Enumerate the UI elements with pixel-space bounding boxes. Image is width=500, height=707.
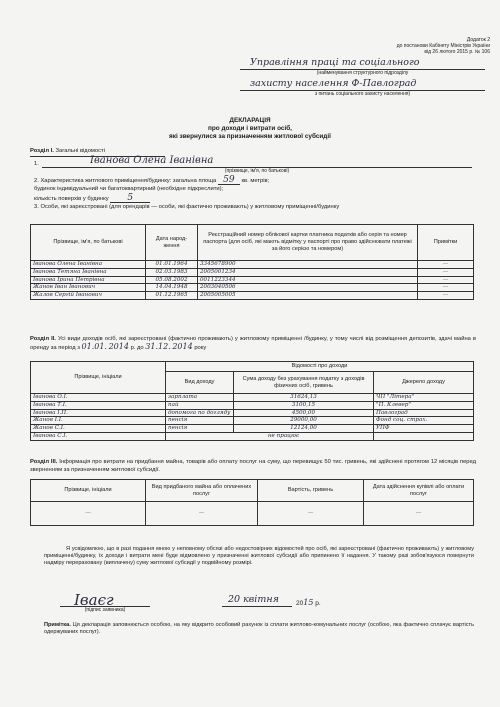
section-2-text: Усі види доходів осіб, які зареєстровані (фактично проживають) у житловому приміщенні /будинку, у тому числі від розміщення депозитів, здачі майна в оренду за період з bbox=[30, 336, 477, 351]
income-source bbox=[374, 432, 474, 440]
income-type: зарплата bbox=[166, 394, 234, 402]
income-source: ЧП "Літера" bbox=[374, 394, 474, 402]
resident-note: — bbox=[418, 268, 474, 276]
residents-header-code: Реєстраційний номер облікової картки платника податків або серія та номер паспорта (для осіб, які мають відмітку у паспорті про право здійснювати платежі за його серією та номером) bbox=[198, 225, 418, 261]
table-row bbox=[31, 394, 474, 402]
title-line-1: ДЕКЛАРАЦІЯ bbox=[229, 117, 271, 124]
income-table bbox=[30, 361, 474, 441]
residents-table-header bbox=[31, 225, 474, 261]
attachment-line-1: Додаток 2 bbox=[466, 37, 490, 43]
section-1-title: Загальні відомості bbox=[55, 148, 105, 154]
table-row bbox=[31, 292, 474, 300]
footnote-label: Примітка. bbox=[44, 622, 71, 628]
income-sum: 3100,15 bbox=[234, 401, 374, 409]
table-row bbox=[31, 417, 474, 425]
income-person: Іванова С.І. bbox=[31, 432, 166, 440]
resident-birthdate: 02.03.1983 bbox=[146, 268, 198, 276]
table-row bbox=[31, 261, 474, 269]
attachment-line-3: від 26 лютого 2015 р. № 106 bbox=[424, 49, 490, 55]
income-type: допомога по догляду bbox=[166, 409, 234, 417]
resident-code: 3345678900 bbox=[198, 261, 418, 269]
table-row bbox=[31, 409, 474, 417]
income-person: Іванова О.І. bbox=[31, 394, 166, 402]
house-type-text: будинок індивідуальний чи багатоквартирний (необхідне підкреслити); bbox=[34, 186, 224, 192]
period-to-year: 2014 bbox=[172, 342, 193, 351]
income-type: пенсія bbox=[166, 417, 234, 425]
income-source: Фонд соц. страх. bbox=[374, 417, 474, 425]
income-sum: 29000,00 bbox=[234, 417, 374, 425]
income-source: "П. Клевер" bbox=[374, 401, 474, 409]
resident-code: 2005005005 bbox=[198, 292, 418, 300]
expenses-header-cost: Вартість, гривень bbox=[258, 480, 364, 502]
signature-date: 20 квітня bbox=[228, 594, 279, 605]
floors-label: кількість поверхів у будинку bbox=[34, 196, 109, 202]
income-person: Жанов І.І. bbox=[31, 417, 166, 425]
table-row bbox=[31, 425, 474, 433]
income-header-type: Вид доходу bbox=[166, 372, 234, 394]
footnote-text: Ця декларація заповнюється особою, на яку відкрито особовий рахунок із сплати житлово-комунальних послуг (особою, яка фактично сплачує вартість одержуваних послуг). bbox=[44, 622, 474, 635]
department-handwritten-1: Управління праці та соціального bbox=[250, 57, 420, 68]
statement-paragraph: Я усвідомлюю, що в разі подання мною у неповному обсязі або недостовірних відомостей про осіб, які зареєстровані (фактично проживають) у житловому приміщенні/будинку, їх доходи і витрати мені буде відмовлено у призначенні житлової субсидії або припинено її надання. У такому разі зобов'язуюся повернути надміру перераховану (виплачену) суму житлової субсидії у подвійному розмірі. bbox=[44, 546, 474, 566]
department-caption-2: з питань соціального захисту населення) bbox=[314, 91, 411, 97]
title-line-3: які звернулися за призначенням житлової субсидії bbox=[169, 133, 331, 140]
period-year-end: року bbox=[194, 345, 207, 351]
expenses-header-date: Дата здійснення купівлі або оплати послуг bbox=[364, 480, 474, 502]
table-row bbox=[31, 502, 474, 526]
item-2-text bbox=[34, 177, 269, 185]
resident-note: — bbox=[418, 292, 474, 300]
income-type: пай bbox=[166, 401, 234, 409]
expense-type: — bbox=[146, 502, 258, 526]
footnote bbox=[44, 622, 474, 636]
area-value: 59 bbox=[218, 177, 240, 185]
income-type: пенсія bbox=[166, 425, 234, 433]
item-1-number: 1. bbox=[34, 161, 39, 167]
declaration-title bbox=[0, 117, 500, 141]
residents-table bbox=[30, 224, 474, 300]
period-from-date: 01.01. bbox=[81, 342, 107, 351]
section-3-intro bbox=[30, 458, 476, 474]
resident-note: — bbox=[418, 261, 474, 269]
table-row bbox=[31, 284, 474, 292]
table-row bbox=[31, 401, 474, 409]
attachment-reference bbox=[380, 37, 490, 55]
applicant-signature: Іваєг bbox=[74, 591, 114, 609]
year-suffix: р. bbox=[315, 600, 321, 607]
expenses-header-name: Прізвище, ініціали bbox=[31, 480, 146, 502]
department-handwritten-2: захисту населення Ф-Павлоград bbox=[250, 78, 417, 89]
resident-name: Іванова Тетяна Іванівна bbox=[31, 268, 146, 276]
year-prefix: 20 bbox=[296, 600, 304, 607]
income-sum: 31624,13 bbox=[234, 394, 374, 402]
income-header-name: Прізвище, ініціали bbox=[31, 362, 166, 394]
expense-date: — bbox=[364, 502, 474, 526]
section-3-text: Інформація про витрати на придбання майна, товарів або оплату послуг на суму, що перевищує 50 тис. гривень, які здійснені протягом 12 місяців перед зверненням за призначенням житлової субсидії. bbox=[30, 459, 476, 473]
income-source: Павлоград bbox=[374, 409, 474, 417]
floors-text bbox=[34, 195, 150, 203]
period-from-year: 2014 bbox=[108, 342, 129, 351]
resident-note: — bbox=[418, 284, 474, 292]
income-source: УПФ bbox=[374, 425, 474, 433]
residents-header-name: Прізвище, ім'я, по батькові bbox=[31, 225, 146, 261]
table-row bbox=[31, 276, 474, 284]
resident-code: 2005001234 bbox=[198, 268, 418, 276]
income-header-source: Джерело доходу bbox=[374, 372, 474, 394]
expenses-header-type: Вид придбаного майна або оплачених послуг bbox=[146, 480, 258, 502]
floors-value: 5 bbox=[110, 195, 150, 203]
item-2-label: 2. Характеристика житлового приміщення/будинку: загальна площа bbox=[34, 178, 217, 184]
section-2-intro bbox=[30, 335, 476, 352]
section-2-label: Розділ ІІ. bbox=[30, 336, 56, 342]
title-line-2: про доходи і витрати осіб, bbox=[208, 125, 292, 132]
year-handwritten: 15 bbox=[303, 598, 314, 607]
period-to-date: 31.12. bbox=[145, 342, 171, 351]
resident-name: Жалов Сергій Іванович bbox=[31, 292, 146, 300]
resident-birthdate: 14.04.1948 bbox=[146, 284, 198, 292]
income-person: Іванова І.П. bbox=[31, 409, 166, 417]
resident-birthdate: 01.01.1964 bbox=[146, 261, 198, 269]
department-caption-1: (найменування структурного підрозділу bbox=[316, 70, 409, 76]
resident-birthdate: 01.12.1965 bbox=[146, 292, 198, 300]
item-3-text: 3. Особи, які зареєстровані (для орендарів — особи, які фактично проживають) у житловому приміщенні/будинку bbox=[34, 204, 340, 210]
income-person: Іванова Т.І. bbox=[31, 401, 166, 409]
resident-code: 2003040506 bbox=[198, 284, 418, 292]
section-1-label: Розділ І. bbox=[30, 148, 54, 154]
signature-year bbox=[296, 599, 321, 607]
expense-cost: — bbox=[258, 502, 364, 526]
resident-name: Іванова Олена Іванівна bbox=[31, 261, 146, 269]
attachment-line-2: до постанови Кабінету Міністрів України bbox=[396, 43, 490, 49]
income-sum: 4500,00 bbox=[234, 409, 374, 417]
income-person: Жанов С.І. bbox=[31, 425, 166, 433]
applicant-name-caption: (прізвище, ім'я, по батькові) bbox=[224, 168, 290, 174]
residents-header-notes: Примітки bbox=[418, 225, 474, 261]
date-line bbox=[222, 606, 292, 607]
signature-caption: (підпис заявника) bbox=[84, 607, 126, 613]
income-sum: 12124,00 bbox=[234, 425, 374, 433]
expenses-table bbox=[30, 479, 474, 526]
income-header-sum: Сума доходу без урахування податку з доходів фізичних осіб, гривень bbox=[234, 372, 374, 394]
expense-person: — bbox=[31, 502, 146, 526]
income-table-header-1 bbox=[31, 362, 474, 372]
expenses-table-header bbox=[31, 480, 474, 502]
applicant-name: Іванова Олена Іванівна bbox=[90, 155, 214, 166]
section-3-label: Розділ ІІІ. bbox=[30, 459, 58, 465]
income-header-group: Відомості про доходи bbox=[166, 362, 474, 372]
resident-birthdate: 05.08.2002 bbox=[146, 276, 198, 284]
resident-note: — bbox=[418, 276, 474, 284]
residents-header-date: Дата народ-ження bbox=[146, 225, 198, 261]
resident-name: Жанов Іван Іванович bbox=[31, 284, 146, 292]
area-unit: кв. метрів; bbox=[241, 178, 270, 184]
table-row bbox=[31, 432, 474, 440]
table-row bbox=[31, 268, 474, 276]
resident-name: Іванова Ірина Петрівна bbox=[31, 276, 146, 284]
resident-code: 0011223344 bbox=[198, 276, 418, 284]
period-year-suffix: р. до bbox=[130, 345, 144, 351]
income-type: не працює bbox=[166, 432, 374, 440]
